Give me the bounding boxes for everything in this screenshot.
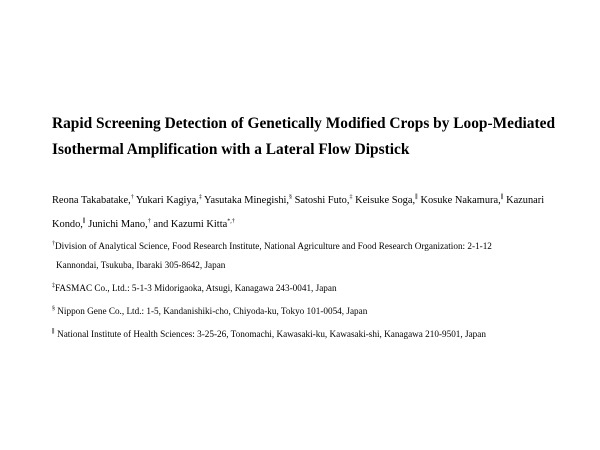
- author-name: Kondo,: [52, 219, 83, 230]
- title-line-1: Rapid Screening Detection of Genetically Modified Crops by Loop-Mediated: [52, 115, 556, 132]
- affiliation-item: [52, 328, 592, 341]
- affiliation-mark: ∥: [52, 328, 55, 335]
- author-name: Junichi Mano,: [85, 219, 148, 230]
- author-affil-mark: §: [289, 194, 293, 201]
- author-affil-mark: ∥: [82, 218, 86, 225]
- author-name: Yukari Kagiya,: [133, 195, 199, 206]
- author-name: Satoshi Futo,: [292, 195, 350, 206]
- author-affil-mark: ‡: [349, 194, 353, 201]
- author-line-2: [52, 213, 572, 237]
- affiliation-text: FASMAC Co., Ltd.: 5-1-3 Midorigaoka, Atsugi, Kanagawa 243-0041, Japan: [55, 283, 337, 293]
- affiliation-mark: §: [52, 305, 55, 312]
- affiliation-text: Nippon Gene Co., Ltd.: 1-5, Kandanishiki-cho, Chiyoda-ku, Tokyo 101-0054, Japan: [55, 306, 368, 316]
- title-line-2: Isothermal Amplification with a Lateral Flow Dipstick: [52, 141, 410, 158]
- author-affil-mark: *,†: [227, 218, 235, 225]
- affiliation-continuation: Kannondai, Tsukuba, Ibaraki 305-8642, Japan: [56, 260, 226, 270]
- author-affil-mark: †: [147, 218, 151, 225]
- affiliation-item: [52, 282, 592, 295]
- author-name: Reona Takabatake,: [52, 195, 131, 206]
- affiliation-mark: †: [52, 240, 55, 247]
- affiliation-mark: ‡: [52, 282, 55, 289]
- author-list: [52, 189, 572, 237]
- author-name: Kosuke Nakamura,: [417, 195, 501, 206]
- author-name: Yasutaka Minegishi,: [201, 195, 290, 206]
- author-line-1: [52, 189, 572, 213]
- author-name: Keisuke Soga,: [352, 195, 416, 206]
- author-name: Kazunari: [503, 195, 545, 206]
- affiliation-item: [52, 305, 592, 318]
- affiliation-text: Division of Analytical Science, Food Research Institute, National Agriculture and Food Research Organization: 2-1-12: [55, 241, 492, 251]
- author-affil-mark: †: [130, 194, 134, 201]
- author-affil-mark: ∥: [415, 194, 418, 201]
- author-affil-mark: ∥: [500, 194, 504, 201]
- affiliation-list: [52, 240, 592, 351]
- author-name: and Kazumi Kitta: [150, 219, 228, 230]
- author-affil-mark: ‡: [198, 194, 202, 201]
- affiliation-item: [52, 240, 592, 272]
- paper-title: [52, 111, 572, 163]
- affiliation-text: National Institute of Health Sciences: 3-25-26, Tonomachi, Kawasaki-ku, Kawasaki-shi, Kanagawa 210-9501, Japan: [54, 329, 486, 339]
